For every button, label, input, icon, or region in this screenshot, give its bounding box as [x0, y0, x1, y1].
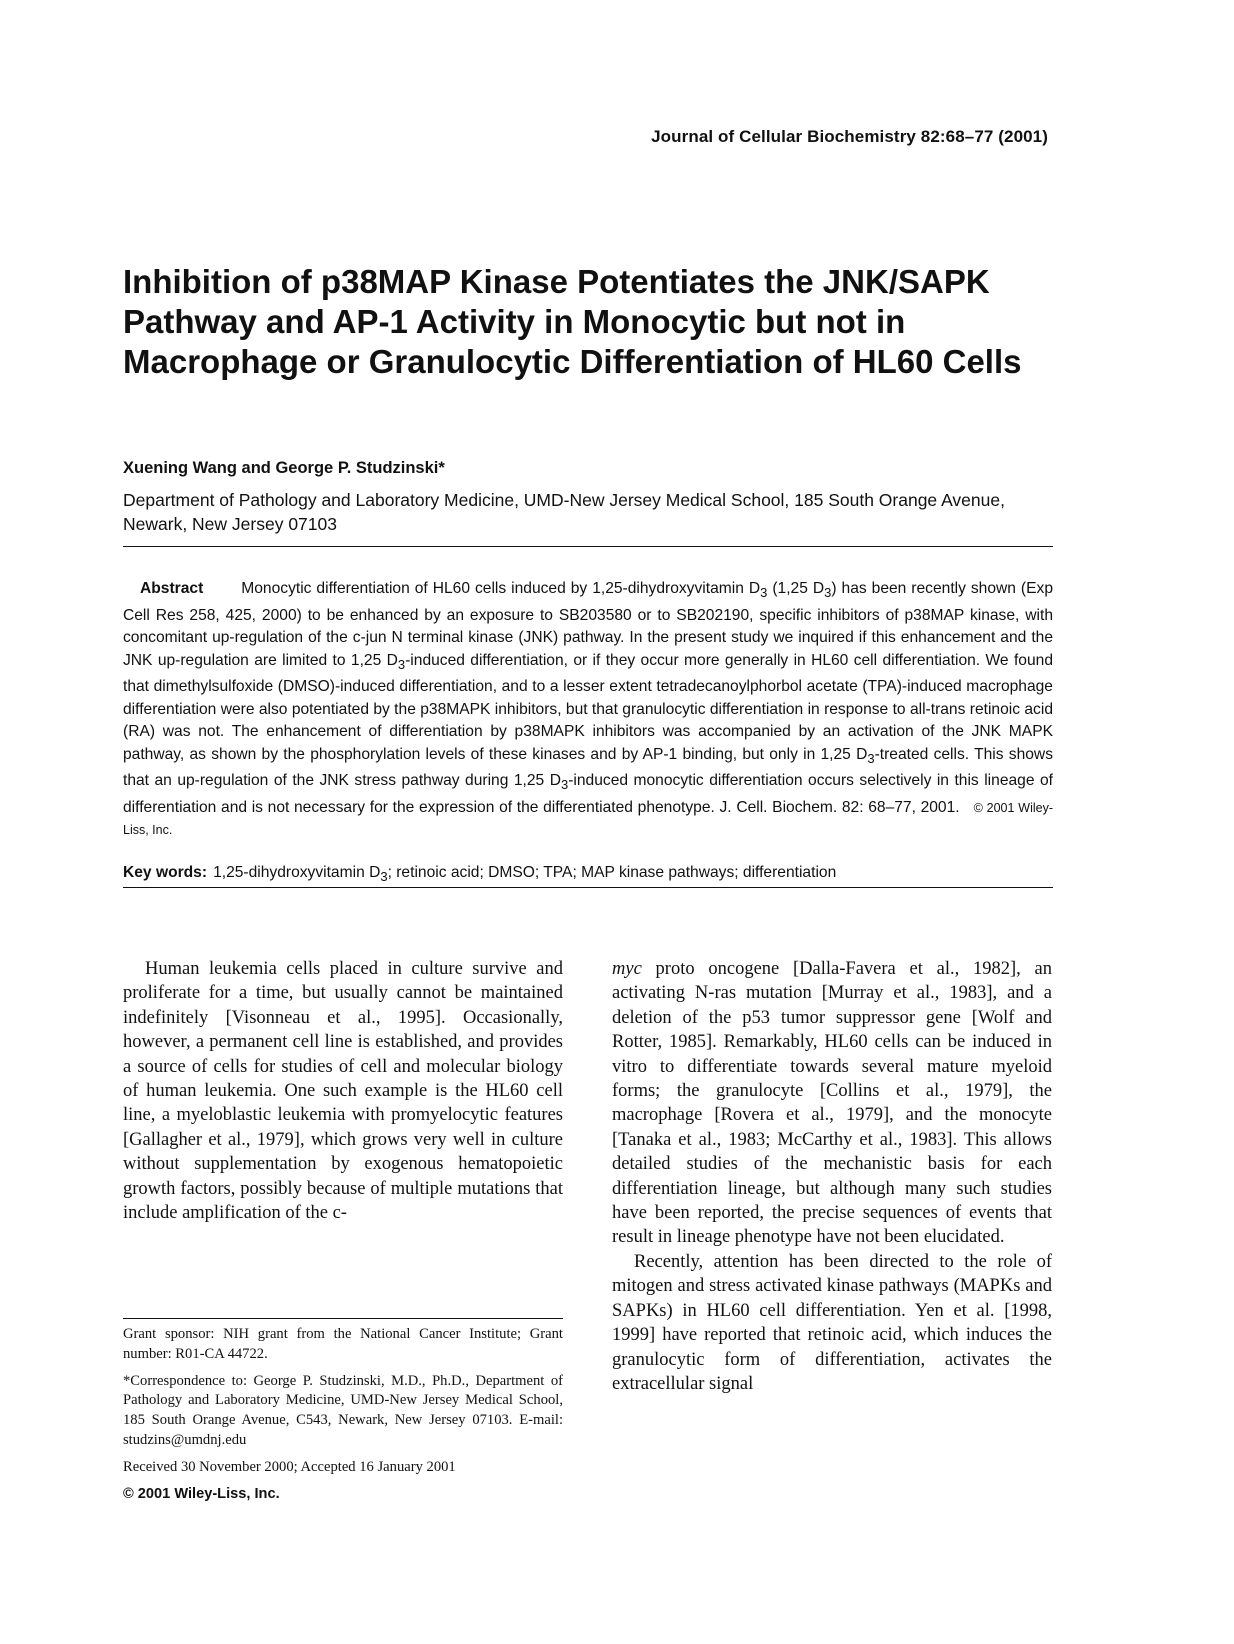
abstract: Abstract Monocytic differentiation of HL60 cells induced by 1,25-dihydroxyvitamin $D_3$ (1,25 $D_3$) has been recently shown (Exp Cell Res 258, 425, 2000) to be enhanced by an exposure to SB203580 or to SB202190, specific inhibitors of p38MAP kinase, with concomitant up-regulation of the c-jun N terminal kinase (JNK) pathway. In the present study we inquired if this enhancement and the JNK up-regulation are limited to 1,25 $D_3$-induced differentiation, or if they occur more generally in HL60 cell differentiation. We found that dimethylsulfoxide (DMSO)-induced differentiation, and to a lesser extent tetradecanoylphorbol acetate (TPA)-induced macrophage differentiation were also potentiated by the p38MAPK inhibitors, but that granulocytic differentiation in response to all-trans retinoic acid (RA) was not. The enhancement of differentiation by p38MAPK inhibitors was accompanied by an activation of the JNK MAPK pathway, as shown by the phosphorylation levels of these kinases and by AP-1 binding, but only in 1,25 $D_3$-treated cells. This shows that an up-regulation of the JNK stress pathway during 1,25 $D_3$-induced monocytic differentiation occurs selectively in this lineage of differentiation and is not necessary for the expression of the differentiated phenotype. J. Cell. Biochem. 82: 68–77, 2001. © 2001 Wiley-Liss, Inc. [123, 580, 1053, 838]
grant-footnote: Grant sponsor: NIH grant from the National Cancer Institute; Grant number: R01-CA 44722. [123, 1326, 563, 1362]
journal-header: Journal of Cellular Biochemistry 82:68–77 (2001) [651, 127, 1048, 146]
body-paragraph-continued: myc proto oncogene [Dalla-Favera et al., 1982], an activating N-ras mutation [Murray et al., 1983], and a deletion of the p53 tumor suppressor gene [Wolf and Rotter, 1985]. Remarkably, HL60 cells can be induced in vitro to differentiate towards several mature myeloid forms; the granulocyte [Collins et al., 1979], the macrophage [Rovera et al., 1979], and the monocyte [Tanaka et al., 1983; McCarthy et al., 1983]. This allows detailed studies of the mechanistic basis for each differentiation lineage, but although many such studies have been reported, the precise sequences of events that result in lineage phenotype have not been elucidated. [612, 959, 1052, 1248]
body-paragraph: Human leukemia cells placed in culture survive and proliferate for a time, but usually cannot be maintained indefinitely [Visonneau et al., 1995]. Occasionally, however, a permanent cell line is established, and provides a source of cells for studies of cell and molecular biology of human leukemia. One such example is the HL60 cell line, a myeloblastic leukemia with promyelocytic features [Gallagher et al., 1979], which grows very well in culture without supplementation by exogenous hematopoietic growth factors, possibly because of multiple mutations that include amplification of the c- [123, 959, 563, 1224]
body-column-right [612, 957, 1052, 1396]
body-column-left [123, 957, 563, 1225]
keywords-label: Key words: [123, 864, 208, 881]
received-date: Received 30 November 2000; Accepted 16 January 2001 [123, 1458, 456, 1475]
abstract-top-rule [123, 546, 1053, 547]
body-paragraph: Recently, attention has been directed to the role of mitogen and stress activated kinase pathways (MAPKs and SAPKs) in HL60 cell differentiation. Yen et al. [1998, 1999] have reported that retinoic acid, which induces the granulocytic form of differentiation, activates the extracellular signal [612, 1251, 1052, 1394]
abstract-label: Abstract [140, 580, 204, 597]
footnotes [123, 1325, 563, 1511]
article-title: Inhibition of p38MAP Kinase Potentiates the JNK/SAPK Pathway and AP-1 Activity in Monocytic but not in Macrophage or Granulocytic Differentiation of HL60 Cells [123, 263, 1022, 380]
footnote-rule [123, 1318, 563, 1319]
affiliation: Department of Pathology and Laboratory Medicine, UMD-New Jersey Medical School, 185 South Orange Avenue, Newark, New Jersey 07103 [123, 490, 1005, 534]
keywords: Key words: 1,25-dihydroxyvitamin $D_3$; retinoic acid; DMSO; TPA; MAP kinase pathways; differentiation [123, 864, 837, 885]
abstract-bottom-rule [123, 887, 1053, 888]
abstract-copyright: © 2001 Wiley-Liss, Inc. [123, 800, 1053, 838]
correspondence-footnote: *Correspondence to: George P. Studzinski, M.D., Ph.D., Department of Pathology and Laboratory Medicine, UMD-New Jersey Medical School, 185 South Orange Avenue, C543, Newark, New Jersey 07103. E-mail: studzins@umdnj.edu [123, 1372, 563, 1448]
authors: Xuening Wang and George P. Studzinski* [123, 459, 445, 477]
copyright-line: © 2001 Wiley-Liss, Inc. [123, 1485, 280, 1502]
